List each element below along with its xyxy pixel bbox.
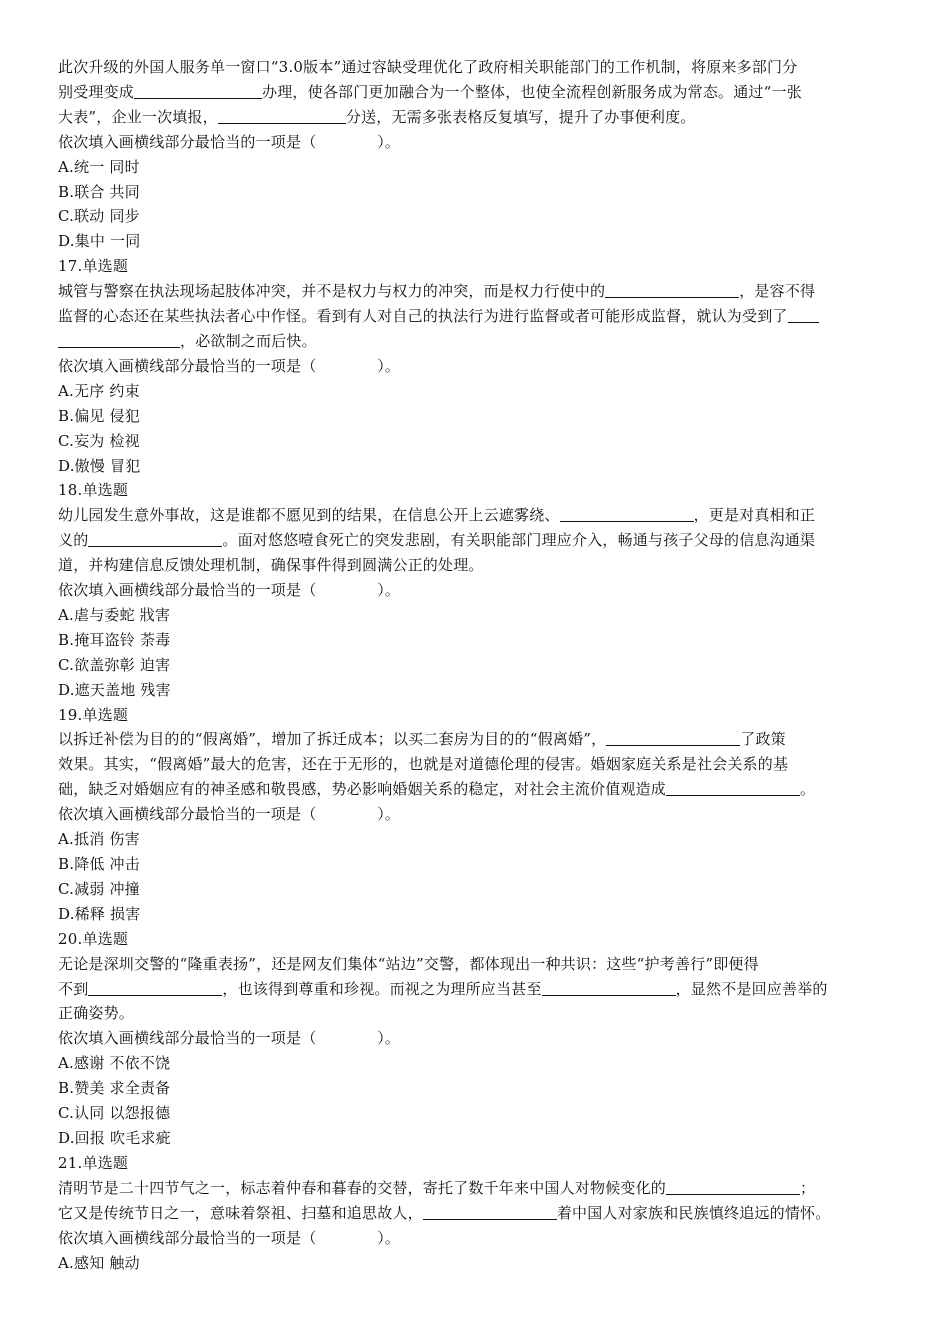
fill-blank [666, 780, 800, 796]
passage-line [58, 105, 878, 130]
question-header: 20.单选题 [58, 929, 129, 948]
option-d[interactable]: D.遮天盖地 残害 [58, 680, 171, 699]
fill-blank [542, 980, 676, 996]
option-b[interactable]: B.偏见 侵犯 [58, 406, 140, 425]
passage-line [58, 80, 878, 105]
option-b[interactable]: B.掩耳盗铃 荼毒 [58, 630, 171, 649]
passage-text: 分送，无需多张表格反复填写，提升了办事便利度。 [345, 107, 696, 126]
passage-text: 了政策 [740, 730, 786, 749]
option-a[interactable]: A.虐与委蛇 戕害 [58, 605, 171, 624]
passage-text: ，更是对真相和正 [693, 506, 816, 525]
passage-line [58, 727, 878, 752]
passage-text: 着中国人对家族和民族慎终追远的情怀。 [556, 1203, 831, 1222]
passage-text: 。面对悠悠噎食死亡的突发悲剧，有关职能部门理应介入，畅通与孩子父母的信息沟通渠 [222, 531, 816, 550]
question-header: 17.单选题 [58, 257, 129, 276]
passage-line [58, 304, 878, 329]
passage-line [58, 1176, 878, 1201]
question-prompt: 依次填入画横线部分最恰当的一项是（ ）。 [58, 805, 401, 824]
option-c[interactable]: C.妄为 检视 [58, 431, 140, 450]
fill-blank [605, 282, 739, 298]
passage-line [58, 977, 878, 1002]
passage-text: 义的 [58, 531, 89, 550]
option-b[interactable]: B.降低 冲击 [58, 855, 140, 873]
passage-text: 以拆迁补偿为目的的“假离婚”，增加了拆迁成本；以买二套房为目的的“假离婚”， [58, 730, 607, 749]
passage-text: 础，缺乏对婚姻应有的神圣感和敬畏感，势必影响婚姻关系的稳定，对社会主流价值观造成 [58, 780, 667, 799]
question-prompt: 依次填入画横线部分最恰当的一项是（ ）。 [58, 581, 401, 600]
option-a[interactable]: A.感谢 不依不饶 [58, 1054, 171, 1073]
option-c[interactable]: C.欲盖弥彰 迫害 [58, 655, 171, 674]
passage-text: 。 [800, 780, 816, 799]
passage-line [58, 777, 878, 802]
option-a[interactable]: A.统一 同时 [58, 157, 140, 176]
passage-line [58, 1201, 878, 1226]
question-prompt: 依次填入画横线部分最恰当的一项是（ ）。 [58, 1029, 401, 1048]
passage-text: ； [800, 1178, 816, 1197]
question-header: 18.单选题 [58, 481, 129, 500]
passage-line: 效果。其实，“假离婚”最大的危害，还在于无形的，也就是对道德伦理的侵害。婚姻家庭关系是社会关系的基 [58, 755, 789, 774]
passage-text: 幼儿园发生意外事故，这是谁都不愿见到的结果，在信息公开上云遮雾绕、 [58, 506, 560, 525]
fill-blank [788, 307, 819, 323]
option-a[interactable]: A.感知 触动 [58, 1253, 140, 1272]
passage-line [58, 329, 878, 354]
option-d[interactable]: D.稀释 损害 [58, 904, 141, 923]
passage-text: ，必欲制之而后快。 [180, 331, 317, 350]
passage-text: ，显然不是回应善举的 [675, 979, 828, 998]
option-c[interactable]: C.联动 同步 [58, 207, 140, 226]
question-header: 21.单选题 [58, 1153, 129, 1172]
passage-text: 监督的心态还在某些执法者心中作怪。看到有人对自己的执法行为进行监督或者可能形成监督，就认为受到了 [58, 307, 788, 326]
option-b[interactable]: B.赞美 求全责备 [58, 1079, 171, 1098]
passage-text: ，是容不得 [739, 282, 816, 301]
passage-text: 不到 [58, 979, 89, 998]
option-a[interactable]: A.无序 约束 [58, 381, 140, 400]
passage-text: ，也该得到尊重和珍视。而视之为理所应当甚至 [222, 979, 542, 998]
fill-blank [88, 980, 222, 996]
passage-text: 办理，使各部门更加融合为一个整体，也使全流程创新服务成为常态。通过“一张 [262, 82, 802, 101]
fill-blank [606, 730, 740, 746]
passage-line [58, 279, 878, 304]
fill-blank [666, 1179, 800, 1195]
option-c[interactable]: C.认同 以怨报德 [58, 1104, 171, 1123]
question-header: 19.单选题 [58, 705, 129, 724]
fill-blank [134, 83, 262, 99]
passage-text: 别受理变成 [58, 82, 135, 101]
passage-line: 无论是深圳交警的“隆重表扬”，还是网友们集体“站边”交警，都体现出一种共识：这些“护考善行”即便得 [58, 954, 759, 973]
fill-blank [58, 332, 180, 348]
passage-text: 清明节是二十四节气之一，标志着仲春和暮春的交替，寄托了数千年来中国人对物候变化的 [58, 1178, 667, 1197]
passage-line [58, 503, 878, 528]
question-prompt: 依次填入画横线部分最恰当的一项是（ ）。 [58, 356, 401, 375]
fill-blank [218, 108, 346, 124]
fill-blank [88, 531, 222, 547]
passage-text: 大表”，企业一次填报， [58, 107, 218, 126]
passage-line [58, 528, 878, 553]
passage-line: 正确姿势。 [58, 1004, 135, 1023]
fill-blank [423, 1204, 557, 1220]
passage-line: 此次升级的外国人服务单一窗口“3.0版本”通过容缺受理优化了政府相关职能部门的工作机制，将原来多部门分 [58, 58, 798, 76]
option-c[interactable]: C.减弱 冲撞 [58, 879, 140, 898]
question-prompt: 依次填入画横线部分最恰当的一项是（ ）。 [58, 1228, 401, 1247]
question-prompt: 依次填入画横线部分最恰当的一项是（ ）。 [58, 132, 401, 151]
passage-line: 道，并构建信息反馈处理机制，确保事件得到圆满公正的处理。 [58, 556, 484, 575]
passage-text: 城管与警察在执法现场起肢体冲突，并不是权力与权力的冲突，而是权力行使中的 [58, 282, 606, 301]
option-d[interactable]: D.回报 吹毛求疵 [58, 1128, 171, 1147]
fill-blank [560, 506, 694, 522]
option-b[interactable]: B.联合 共同 [58, 182, 140, 201]
passage-text: 它又是传统节日之一，意味着祭祖、扫墓和追思故人， [58, 1203, 423, 1222]
option-d[interactable]: D.傲慢 冒犯 [58, 456, 141, 475]
option-d[interactable]: D.集中 一同 [58, 232, 141, 251]
option-a[interactable]: A.抵消 伤害 [58, 830, 140, 849]
